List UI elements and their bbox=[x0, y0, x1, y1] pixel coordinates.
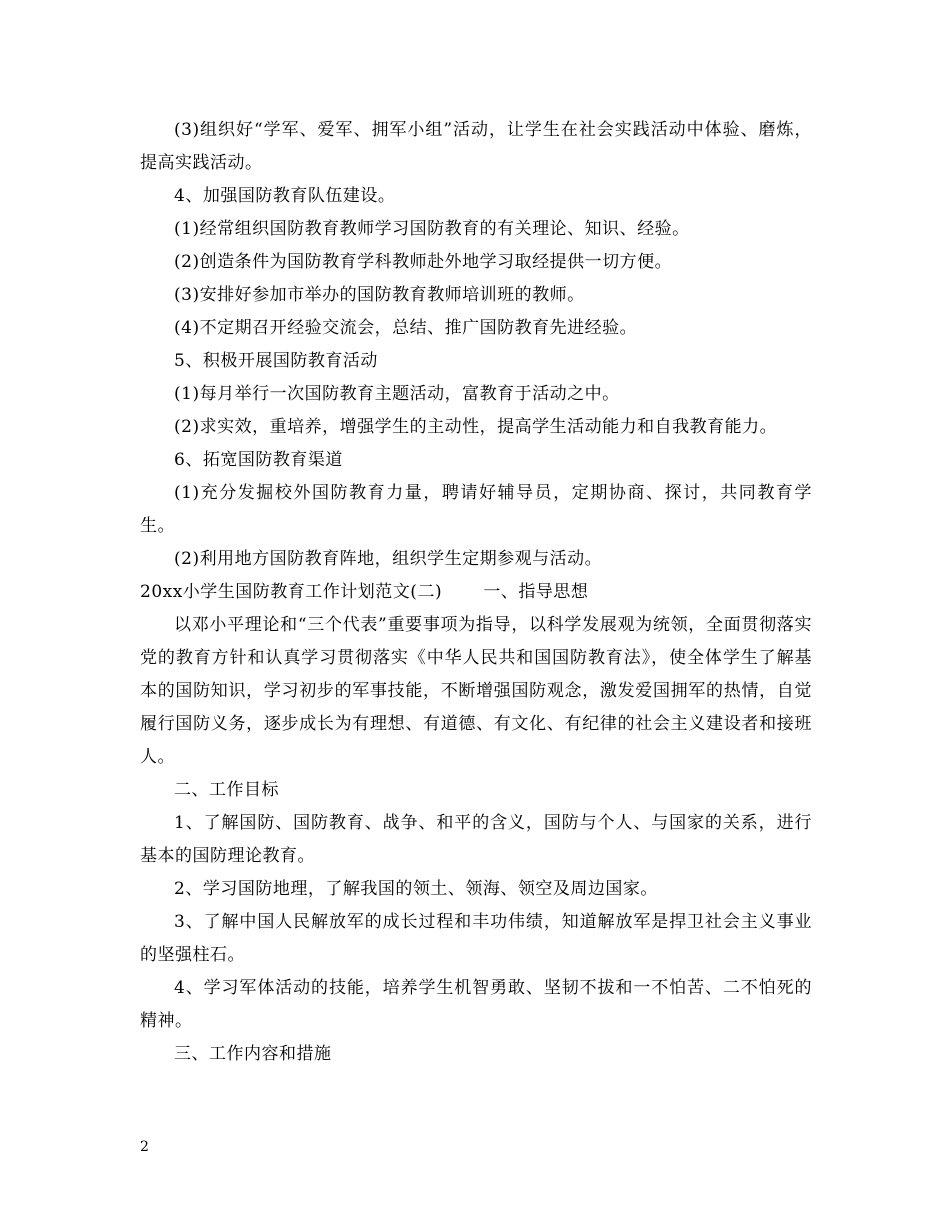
paragraph: (4)不定期召开经验交流会，总结、推广国防教育先进经验。 bbox=[174, 318, 638, 338]
document-body bbox=[140, 114, 812, 1071]
paragraph: 3、了解中国人民解放军的成长过程和丰功伟绩，知道解放军是捍卫社会主义事业的坚强柱石。 bbox=[140, 912, 812, 965]
paragraph: (2)创造条件为国防教育学科教师赴外地学习取经提供一切方便。 bbox=[174, 252, 673, 272]
section-heading: 4、加强国防教育队伍建设。 bbox=[174, 186, 396, 206]
document-title-line: 20xx小学生国防教育工作计划范文(二) 一、指导思想 bbox=[140, 582, 589, 602]
paragraph: (3)组织好“学军、爱军、拥军小组”活动，让学生在社会实践活动中体验、磨炼，提高实践活动。 bbox=[140, 120, 812, 173]
page-number: 2 bbox=[140, 1139, 149, 1155]
paragraph: 4、学习军体活动的技能，培养学生机智勇敢、坚韧不拔和一不怕苦、二不怕死的精神。 bbox=[140, 978, 812, 1031]
paragraph: (2)利用地方国防教育阵地，组织学生定期参观与活动。 bbox=[174, 549, 603, 569]
paragraph: (1)经常组织国防教育教师学习国防教育的有关理论、知识、经验。 bbox=[174, 219, 690, 239]
paragraph: (2)求实效，重培养，增强学生的主动性，提高学生活动能力和自我教育能力。 bbox=[174, 417, 778, 437]
paragraph: 以邓小平理论和“三个代表”重要事项为指导，以科学发展观为统领，全面贯彻落实党的教育方针和认真学习贯彻落实《中华人民共和国国防教育法》，使全体学生了解基本的国防知识，学习初步的军事技能，不断增强国防观念，激发爱国拥军的热情，自觉履行国防义务，逐步成长为有理想、有道德、有文化、有纪律的社会主义建设者和接班人。 bbox=[140, 615, 812, 767]
paragraph: (1)充分发掘校外国防教育力量，聘请好辅导员，定期协商、探讨，共同教育学生。 bbox=[140, 483, 812, 536]
paragraph: 2、学习国防地理，了解我国的领土、领海、领空及周边国家。 bbox=[174, 879, 658, 899]
section-heading: 5、积极开展国防教育活动 bbox=[174, 351, 378, 371]
section-heading: 二、工作目标 bbox=[174, 780, 279, 800]
paragraph: 1、了解国防、国防教育、战争、和平的含义，国防与个人、与国家的关系，进行基本的国防理论教育。 bbox=[140, 813, 812, 866]
paragraph: (1)每月举行一次国防教育主题活动，富教育于活动之中。 bbox=[174, 384, 620, 404]
section-heading: 6、拓宽国防教育渠道 bbox=[174, 450, 343, 470]
section-heading: 三、工作内容和措施 bbox=[174, 1044, 332, 1064]
paragraph: (3)安排好参加市举办的国防教育教师培训班的教师。 bbox=[174, 285, 585, 305]
